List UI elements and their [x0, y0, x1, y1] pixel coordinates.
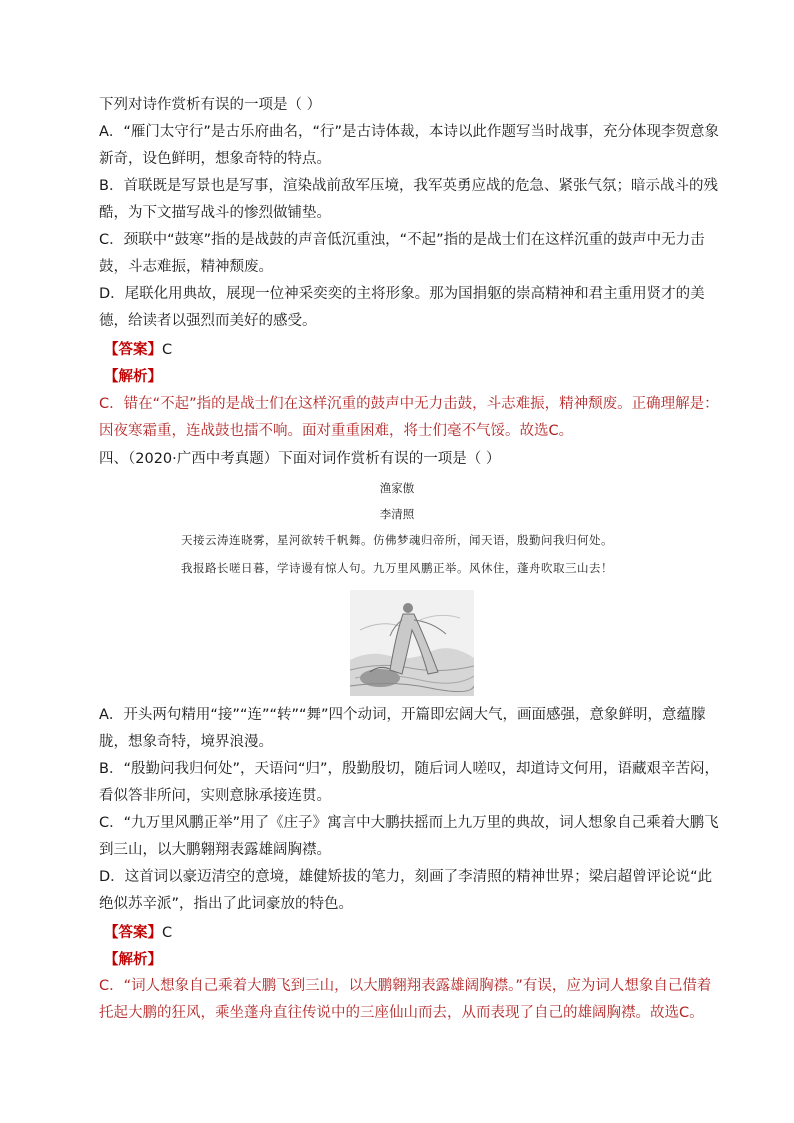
- option-a: A．“雁门太守行”是古乐府曲名，“行”是古诗体裁，本诗以此作题写当时战事，充分体现李贺意象新奇，设色鲜明，想象奇特的特点。: [99, 124, 719, 167]
- poem-line: 天接云涛连晓雾，星河欲转千帆舞。仿佛梦魂归帝所，闻天语，殷勤问我归何处。: [181, 533, 613, 547]
- option-a: A．开头两句精用“接”“连”“转”“舞”四个动词，开篇即宏阔大气，画面感强，意象鲜明，意蕴朦胧，想象奇特，境界浪漫。: [99, 707, 706, 750]
- answer-label: 【答案】: [104, 342, 162, 358]
- question-stem: 下列对诗作赏析有误的一项是（ ）: [99, 97, 322, 113]
- analysis-text: C．错在“不起”指的是战士们在这样沉重的鼓声中无力击鼓，斗志难振，精神颓废。正确理解是：因夜寒霜重，连战鼓也擂不响。面对重重困难，将士们毫不气馁。故选C。: [99, 396, 719, 439]
- question-stem: 四、（2020·广西中考真题）下面对词作赏析有误的一项是（ ）: [99, 451, 501, 467]
- option-d: D．尾联化用典故，展现一位神采奕奕的主将形象。那为国捐躯的崇高精神和君主重用贤才的美德，给读者以强烈而美好的感受。: [99, 286, 705, 329]
- analysis-label: 【解析】: [104, 369, 162, 385]
- answer-line: [104, 339, 172, 361]
- option-c: C．颈联中“鼓寒”指的是战鼓的声音低沉重浊，“不起”指的是战士们在这样沉重的鼓声中无力击鼓，斗志难振，精神颓废。: [99, 232, 705, 275]
- analysis-text: C．“词人想象自己乘着大鹏飞到三山，以大鹏翱翔表露雄阔胸襟。”有误，应为词人想象自己借着托起大鹏的狂风，乘坐蓬舟直往传说中的三座仙山而去，从而表现了自己的雄阔胸襟。故选C。: [99, 978, 712, 1021]
- option-c: C．“九万里风鹏正举”用了《庄子》寓言中大鹏扶摇而上九万里的典故，词人想象自己乘着大鹏飞到三山，以大鹏翱翔表露雄阔胸襟。: [99, 815, 719, 858]
- poem-illustration: [350, 590, 474, 696]
- option-b: B．首联既是写景也是写事，渲染战前敌军压境，我军英勇应战的危急、紧张气氛；暗示战斗的残酷，为下文描写战斗的惨烈做铺垫。: [99, 178, 718, 221]
- option-d: D．这首词以豪迈清空的意境，雄健矫拔的笔力，刻画了李清照的精神世界；梁启超曾评论说“此绝似苏辛派”，指出了此词豪放的特色。: [99, 869, 713, 912]
- poem-author: 李清照: [379, 507, 415, 521]
- answer-value: C: [162, 925, 173, 941]
- answer-value: C: [162, 342, 173, 358]
- analysis-line: [104, 366, 162, 388]
- analysis-line: [104, 949, 162, 971]
- option-b: B．“殷勤问我归何处”，天语问“归”，殷勤殷切，随后词人嗟叹，却道诗文何用，语藏艰辛苦闷，看似答非所问，实则意脉承接连贯。: [99, 761, 719, 804]
- answer-label: 【答案】: [104, 925, 162, 941]
- answer-line: [104, 922, 172, 944]
- poem-line: 我报路长嗟日暮，学诗谩有惊人句。九万里风鹏正举。风休住，蓬舟吹取三山去！: [181, 561, 613, 575]
- analysis-label: 【解析】: [104, 952, 162, 968]
- poem-title: 渔家傲: [379, 481, 415, 495]
